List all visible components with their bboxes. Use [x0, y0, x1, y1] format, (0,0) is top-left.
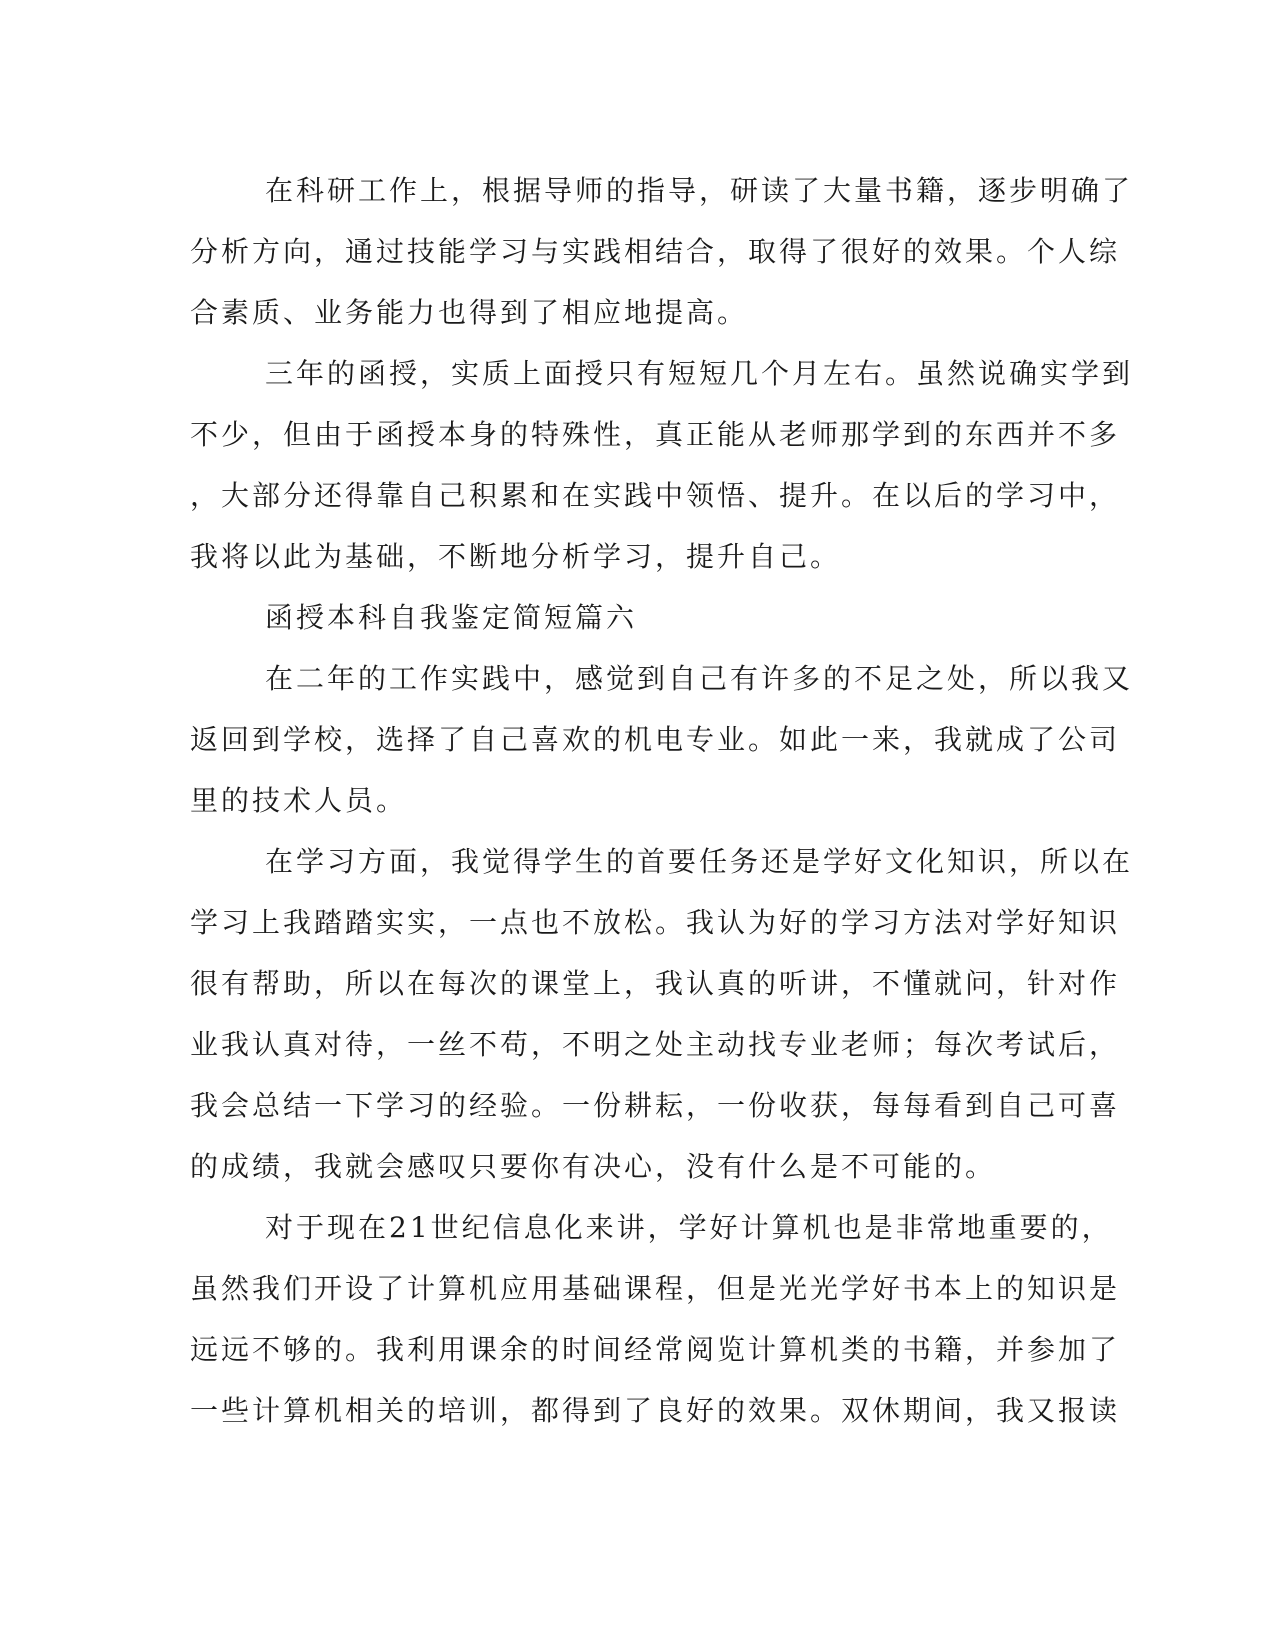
text-line: 我将以此为基础，不断地分析学习，提升自己。 — [190, 540, 842, 573]
section-heading: 函授本科自我鉴定简短篇六 — [265, 601, 638, 634]
text-line: ，大部分还得靠自己积累和在实践中领悟、提升。在以后的学习中， — [190, 479, 1121, 512]
text-line: 远远不够的。我利用课余的时间经常阅览计算机类的书籍，并参加了 — [190, 1333, 1121, 1366]
text-line: 我会总结一下学习的经验。一份耕耘，一份收获，每每看到自己可喜 — [190, 1089, 1121, 1122]
text-line: 三年的函授，实质上面授只有短短几个月左右。虽然说确实学到 — [265, 357, 1134, 390]
text-line: 虽然我们开设了计算机应用基础课程，但是光光学好书本上的知识是 — [190, 1272, 1121, 1305]
document-body — [190, 160, 1134, 1441]
text-line: 不少，但由于函授本身的特殊性，真正能从老师那学到的东西并不多 — [190, 418, 1121, 451]
text-line: 学习上我踏踏实实，一点也不放松。我认为好的学习方法对学好知识 — [190, 906, 1121, 939]
text-line: 返回到学校，选择了自己喜欢的机电专业。如此一来，我就成了公司 — [190, 723, 1121, 756]
text-line: 分析方向，通过技能学习与实践相结合，取得了很好的效果。个人综 — [190, 235, 1121, 268]
text-line: 合素质、业务能力也得到了相应地提高。 — [190, 296, 749, 329]
text-line: 的成绩，我就会感叹只要你有决心，没有什么是不可能的。 — [190, 1150, 997, 1183]
text-line: 在二年的工作实践中，感觉到自己有许多的不足之处，所以我又 — [265, 662, 1134, 695]
text-line: 在学习方面，我觉得学生的首要任务还是学好文化知识，所以在 — [265, 845, 1134, 878]
text-line: 在科研工作上，根据导师的指导，研读了大量书籍，逐步明确了 — [265, 174, 1134, 207]
text-line: 业我认真对待，一丝不苟，不明之处主动找专业老师；每次考试后， — [190, 1028, 1121, 1061]
text-line: 里的技术人员。 — [190, 784, 408, 817]
text-line: 对于现在21世纪信息化来讲，学好计算机也是非常地重要的， — [265, 1211, 1113, 1244]
text-line: 很有帮助，所以在每次的课堂上，我认真的听讲，不懂就问，针对作 — [190, 967, 1121, 1000]
text-line: 一些计算机相关的培训，都得到了良好的效果。双休期间，我又报读 — [190, 1394, 1121, 1427]
